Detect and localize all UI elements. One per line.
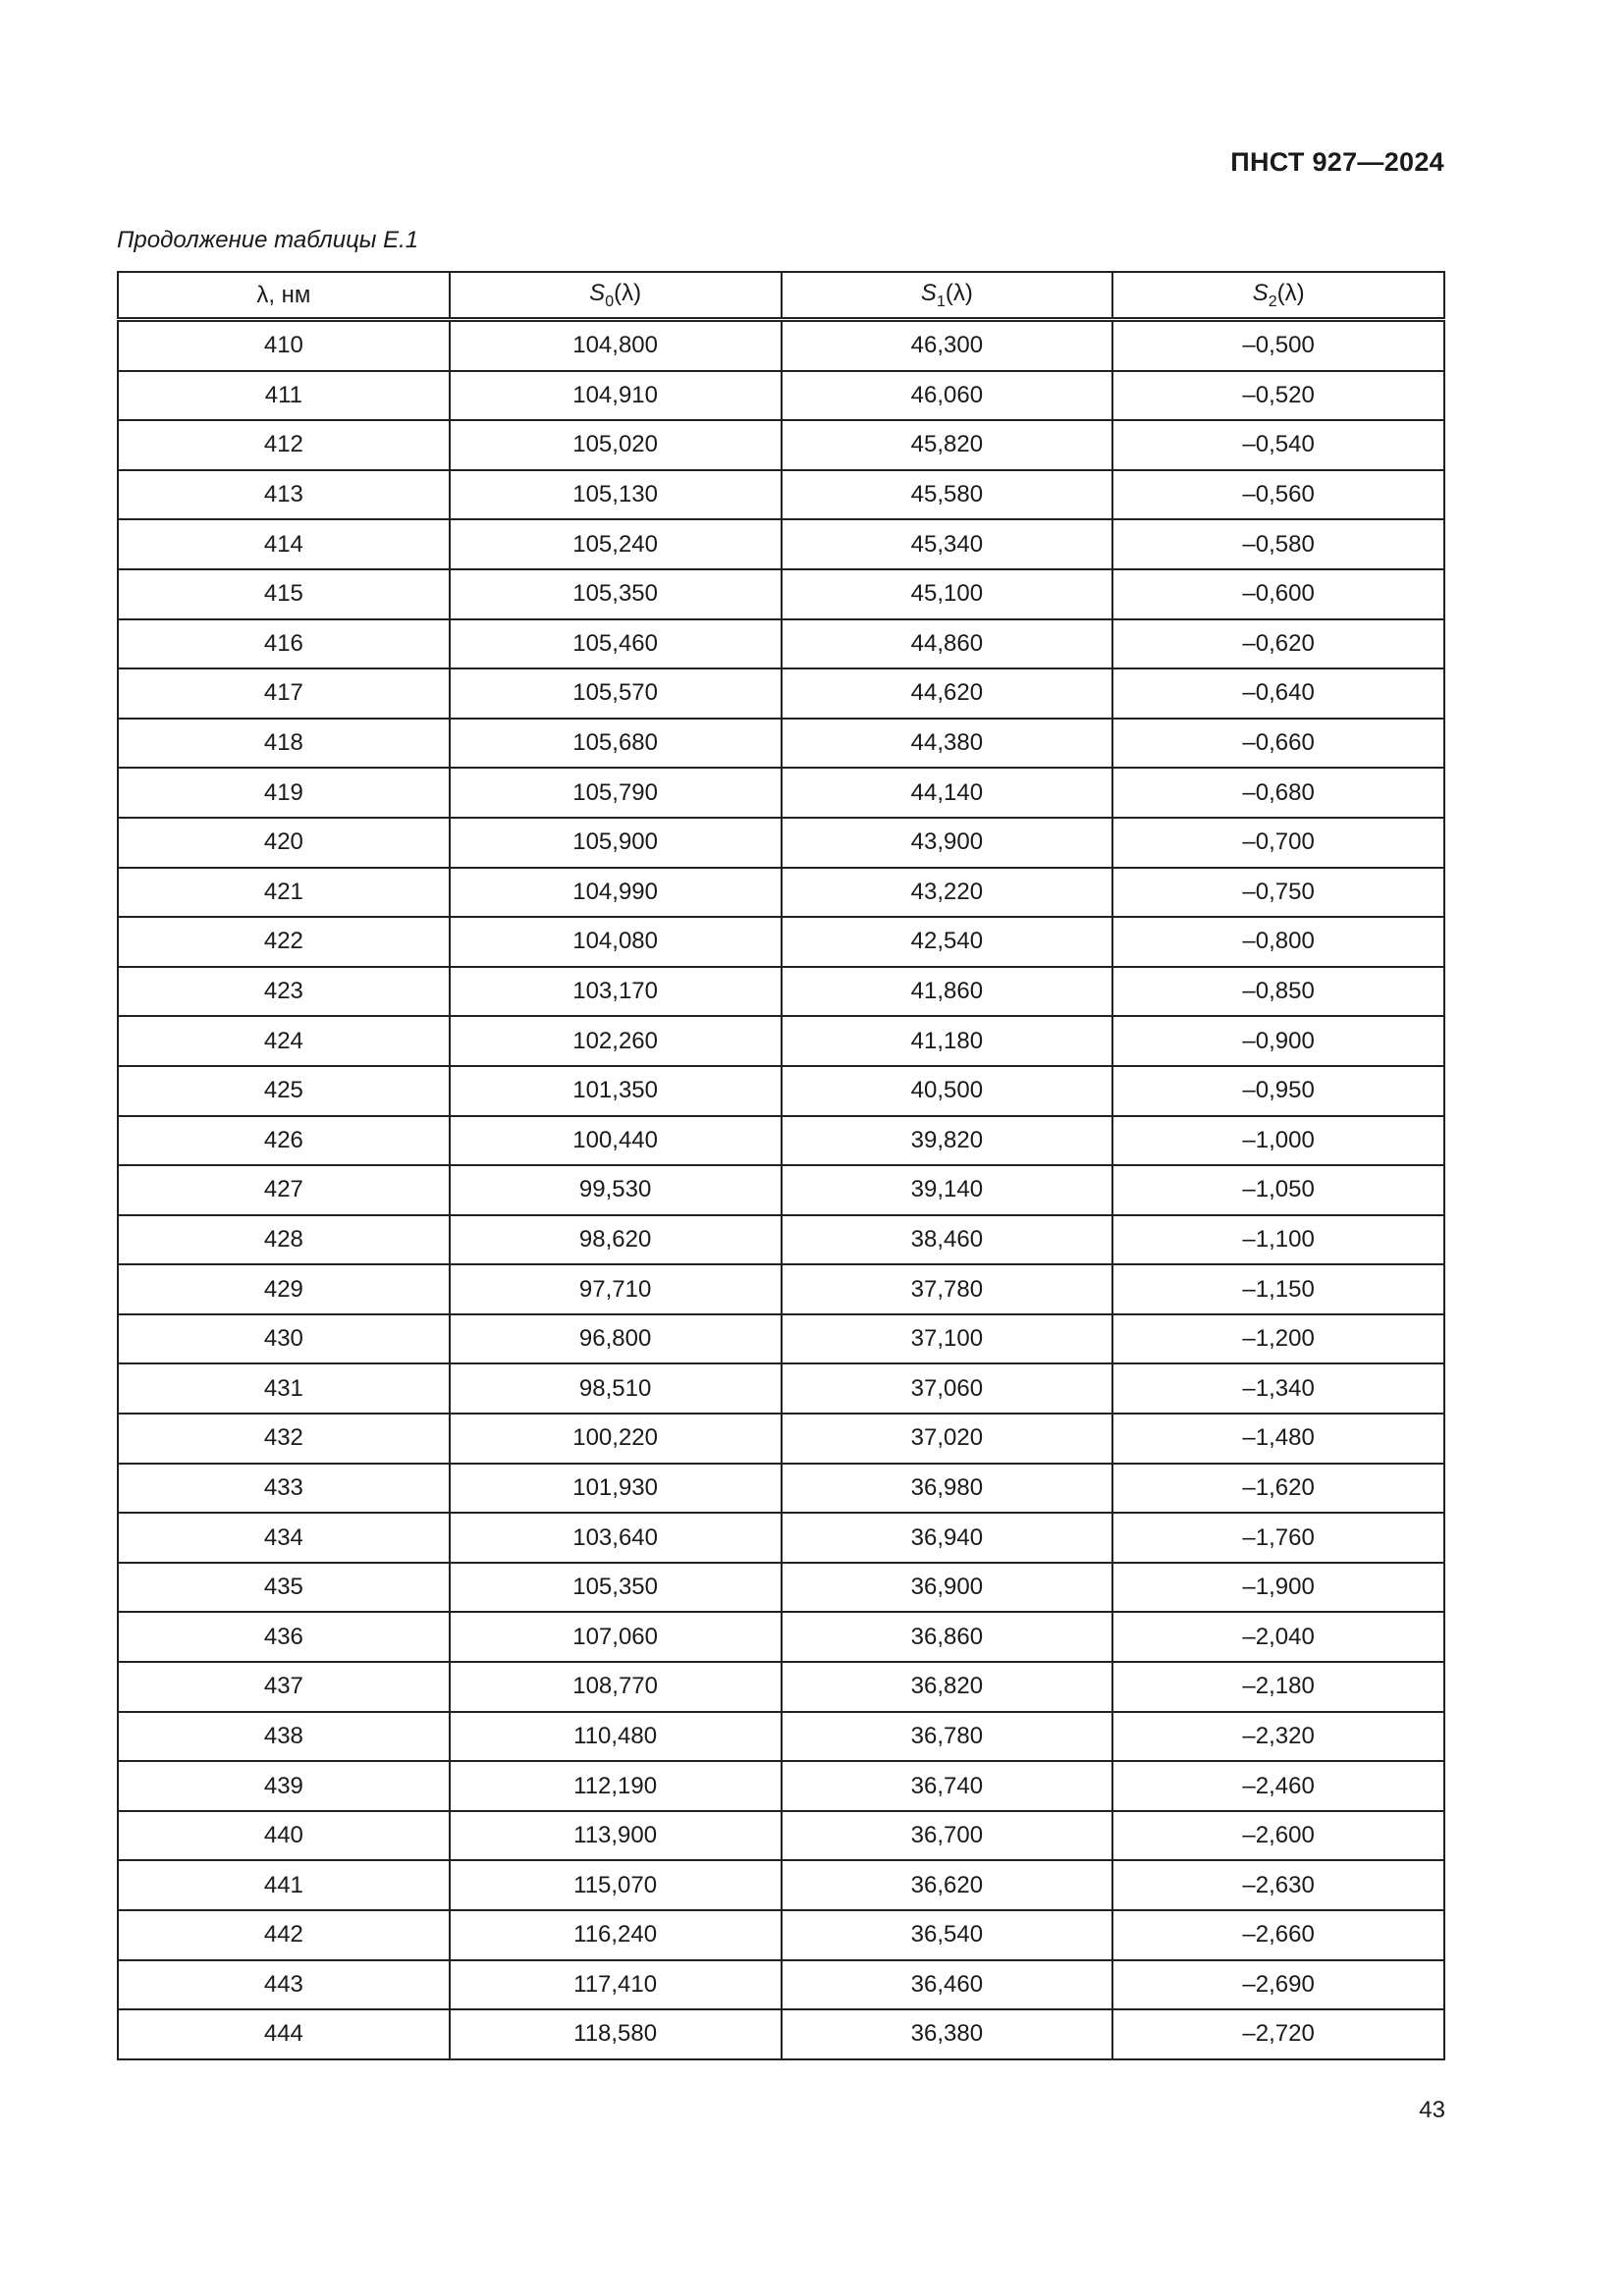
cell-s1: 45,820 (782, 420, 1113, 470)
table-caption: Продолжение таблицы Е.1 (117, 227, 419, 253)
cell-s0: 118,580 (450, 2009, 782, 2059)
cell-s0: 105,900 (450, 818, 782, 868)
cell-s0: 103,640 (450, 1513, 782, 1563)
cell-s0: 104,990 (450, 868, 782, 918)
cell-s0: 113,900 (450, 1811, 782, 1861)
cell-s0: 104,080 (450, 917, 782, 967)
cell-wavelength: 415 (118, 569, 450, 619)
table-row (118, 371, 1444, 421)
cell-s1: 36,460 (782, 1960, 1113, 2010)
cell-wavelength: 410 (118, 320, 450, 371)
cell-s2: –2,320 (1112, 1712, 1444, 1762)
s1-arg: (λ) (945, 279, 973, 306)
table-row (118, 917, 1444, 967)
s2-arg: (λ) (1276, 279, 1305, 306)
cell-wavelength: 411 (118, 371, 450, 421)
cell-s1: 37,020 (782, 1414, 1113, 1464)
cell-s1: 42,540 (782, 917, 1113, 967)
cell-s0: 105,240 (450, 519, 782, 569)
cell-wavelength: 440 (118, 1811, 450, 1861)
table-row (118, 519, 1444, 569)
cell-s0: 102,260 (450, 1016, 782, 1066)
cell-s1: 37,780 (782, 1264, 1113, 1314)
cell-wavelength: 412 (118, 420, 450, 470)
cell-s1: 38,460 (782, 1215, 1113, 1265)
table-row (118, 1414, 1444, 1464)
cell-wavelength: 427 (118, 1165, 450, 1215)
cell-s1: 45,340 (782, 519, 1113, 569)
s2-var: S (1252, 279, 1269, 306)
cell-s2: –1,480 (1112, 1414, 1444, 1464)
cell-s1: 36,860 (782, 1612, 1113, 1662)
cell-s0: 108,770 (450, 1662, 782, 1712)
cell-wavelength: 432 (118, 1414, 450, 1464)
cell-s0: 116,240 (450, 1910, 782, 1960)
cell-s2: –2,040 (1112, 1612, 1444, 1662)
document-code: ПНСТ 927—2024 (1230, 147, 1444, 177)
table-row (118, 1860, 1444, 1910)
cell-s1: 45,100 (782, 569, 1113, 619)
cell-s0: 105,570 (450, 668, 782, 719)
lambda-unit: , нм (268, 281, 311, 308)
table-row (118, 1066, 1444, 1116)
data-table (117, 271, 1445, 2060)
cell-s0: 105,130 (450, 470, 782, 520)
cell-s2: –2,180 (1112, 1662, 1444, 1712)
cell-s0: 98,620 (450, 1215, 782, 1265)
cell-s0: 117,410 (450, 1960, 782, 2010)
table-row (118, 619, 1444, 669)
cell-wavelength: 433 (118, 1464, 450, 1514)
cell-s0: 105,350 (450, 569, 782, 619)
cell-s0: 112,190 (450, 1761, 782, 1811)
cell-s2: –1,340 (1112, 1363, 1444, 1414)
cell-s2: –1,050 (1112, 1165, 1444, 1215)
cell-wavelength: 438 (118, 1712, 450, 1762)
table-row (118, 1215, 1444, 1265)
table-row (118, 1910, 1444, 1960)
cell-s0: 97,710 (450, 1264, 782, 1314)
cell-s2: –0,850 (1112, 967, 1444, 1017)
table-row (118, 967, 1444, 1017)
table-row (118, 1165, 1444, 1215)
cell-wavelength: 439 (118, 1761, 450, 1811)
cell-wavelength: 423 (118, 967, 450, 1017)
cell-s1: 39,820 (782, 1116, 1113, 1166)
cell-s1: 44,380 (782, 719, 1113, 769)
cell-s1: 45,580 (782, 470, 1113, 520)
table-row (118, 1662, 1444, 1712)
table-row (118, 2009, 1444, 2059)
table-row (118, 668, 1444, 719)
cell-s1: 39,140 (782, 1165, 1113, 1215)
cell-s2: –0,560 (1112, 470, 1444, 520)
cell-s2: –1,100 (1112, 1215, 1444, 1265)
cell-wavelength: 419 (118, 768, 450, 818)
cell-s1: 36,700 (782, 1811, 1113, 1861)
cell-s2: –2,660 (1112, 1910, 1444, 1960)
cell-s0: 101,930 (450, 1464, 782, 1514)
table-row (118, 1363, 1444, 1414)
s1-var: S (920, 279, 937, 306)
cell-wavelength: 435 (118, 1563, 450, 1613)
cell-wavelength: 430 (118, 1314, 450, 1364)
cell-s2: –1,760 (1112, 1513, 1444, 1563)
cell-s1: 36,940 (782, 1513, 1113, 1563)
page-number: 43 (1419, 2097, 1445, 2123)
s0-arg: (λ) (614, 279, 642, 306)
cell-s2: –0,520 (1112, 371, 1444, 421)
cell-s2: –1,620 (1112, 1464, 1444, 1514)
s0-var: S (589, 279, 606, 306)
cell-s1: 40,500 (782, 1066, 1113, 1116)
cell-wavelength: 429 (118, 1264, 450, 1314)
cell-s2: –0,620 (1112, 619, 1444, 669)
cell-wavelength: 426 (118, 1116, 450, 1166)
table-row (118, 420, 1444, 470)
table-row (118, 569, 1444, 619)
table-row (118, 1563, 1444, 1613)
table-row (118, 1612, 1444, 1662)
cell-s0: 105,680 (450, 719, 782, 769)
cell-s2: –0,580 (1112, 519, 1444, 569)
cell-s0: 107,060 (450, 1612, 782, 1662)
column-header-s2 (1112, 272, 1444, 320)
cell-s1: 36,980 (782, 1464, 1113, 1514)
cell-s2: –0,500 (1112, 320, 1444, 371)
cell-s2: –2,600 (1112, 1811, 1444, 1861)
cell-s1: 36,740 (782, 1761, 1113, 1811)
cell-s1: 44,620 (782, 668, 1113, 719)
cell-s2: –1,150 (1112, 1264, 1444, 1314)
cell-s2: –2,630 (1112, 1860, 1444, 1910)
cell-s0: 105,460 (450, 619, 782, 669)
column-header-s0 (450, 272, 782, 320)
cell-s0: 100,440 (450, 1116, 782, 1166)
cell-s0: 100,220 (450, 1414, 782, 1464)
cell-wavelength: 414 (118, 519, 450, 569)
cell-s2: –0,540 (1112, 420, 1444, 470)
table-row (118, 320, 1444, 371)
cell-wavelength: 424 (118, 1016, 450, 1066)
cell-wavelength: 436 (118, 1612, 450, 1662)
column-header-s1 (782, 272, 1113, 320)
table-row (118, 768, 1444, 818)
cell-s1: 41,860 (782, 967, 1113, 1017)
s1-sub: 1 (936, 293, 946, 310)
cell-s2: –0,660 (1112, 719, 1444, 769)
cell-s0: 104,800 (450, 320, 782, 371)
table-row (118, 1811, 1444, 1861)
cell-s1: 36,820 (782, 1662, 1113, 1712)
table-row (118, 1712, 1444, 1762)
s2-sub: 2 (1268, 293, 1277, 310)
cell-s0: 115,070 (450, 1860, 782, 1910)
table-header (118, 272, 1444, 320)
table-row (118, 818, 1444, 868)
cell-s0: 105,350 (450, 1563, 782, 1613)
cell-s0: 98,510 (450, 1363, 782, 1414)
cell-s0: 103,170 (450, 967, 782, 1017)
cell-s1: 36,780 (782, 1712, 1113, 1762)
table-row (118, 1464, 1444, 1514)
cell-s2: –2,720 (1112, 2009, 1444, 2059)
cell-wavelength: 418 (118, 719, 450, 769)
cell-s2: –0,700 (1112, 818, 1444, 868)
cell-s0: 104,910 (450, 371, 782, 421)
cell-s1: 37,060 (782, 1363, 1113, 1414)
cell-wavelength: 417 (118, 668, 450, 719)
cell-wavelength: 443 (118, 1960, 450, 2010)
cell-s2: –0,680 (1112, 768, 1444, 818)
cell-s0: 99,530 (450, 1165, 782, 1215)
s0-sub: 0 (605, 293, 615, 310)
cell-wavelength: 416 (118, 619, 450, 669)
cell-wavelength: 434 (118, 1513, 450, 1563)
cell-s1: 43,900 (782, 818, 1113, 868)
cell-s2: –0,950 (1112, 1066, 1444, 1116)
cell-s2: –1,900 (1112, 1563, 1444, 1613)
cell-wavelength: 428 (118, 1215, 450, 1265)
table-row (118, 868, 1444, 918)
cell-wavelength: 422 (118, 917, 450, 967)
cell-wavelength: 442 (118, 1910, 450, 1960)
cell-s1: 37,100 (782, 1314, 1113, 1364)
cell-s1: 44,140 (782, 768, 1113, 818)
table-row (118, 719, 1444, 769)
cell-s2: –1,200 (1112, 1314, 1444, 1364)
cell-s2: –0,600 (1112, 569, 1444, 619)
cell-s0: 96,800 (450, 1314, 782, 1364)
table-row (118, 1264, 1444, 1314)
cell-wavelength: 413 (118, 470, 450, 520)
lambda-symbol: λ (256, 281, 269, 308)
cell-s2: –0,750 (1112, 868, 1444, 918)
cell-s1: 46,300 (782, 320, 1113, 371)
table-row (118, 1116, 1444, 1166)
cell-s0: 101,350 (450, 1066, 782, 1116)
column-header-lambda (118, 272, 450, 320)
cell-s1: 46,060 (782, 371, 1113, 421)
table-body (118, 320, 1444, 2059)
cell-s1: 44,860 (782, 619, 1113, 669)
cell-wavelength: 444 (118, 2009, 450, 2059)
table-row (118, 1314, 1444, 1364)
cell-s2: –0,800 (1112, 917, 1444, 967)
cell-wavelength: 420 (118, 818, 450, 868)
cell-s2: –0,900 (1112, 1016, 1444, 1066)
cell-wavelength: 421 (118, 868, 450, 918)
table-row (118, 1016, 1444, 1066)
cell-s2: –2,460 (1112, 1761, 1444, 1811)
cell-wavelength: 431 (118, 1363, 450, 1414)
table-row (118, 470, 1444, 520)
cell-s2: –2,690 (1112, 1960, 1444, 2010)
cell-s1: 36,540 (782, 1910, 1113, 1960)
cell-wavelength: 425 (118, 1066, 450, 1116)
table-row (118, 1513, 1444, 1563)
cell-s0: 105,020 (450, 420, 782, 470)
cell-s1: 36,380 (782, 2009, 1113, 2059)
cell-s1: 43,220 (782, 868, 1113, 918)
cell-s0: 110,480 (450, 1712, 782, 1762)
table-row (118, 1960, 1444, 2010)
cell-s2: –1,000 (1112, 1116, 1444, 1166)
cell-s1: 36,900 (782, 1563, 1113, 1613)
cell-s1: 41,180 (782, 1016, 1113, 1066)
header-row (118, 272, 1444, 320)
table-row (118, 1761, 1444, 1811)
cell-s2: –0,640 (1112, 668, 1444, 719)
cell-wavelength: 441 (118, 1860, 450, 1910)
cell-s1: 36,620 (782, 1860, 1113, 1910)
cell-wavelength: 437 (118, 1662, 450, 1712)
cell-s0: 105,790 (450, 768, 782, 818)
